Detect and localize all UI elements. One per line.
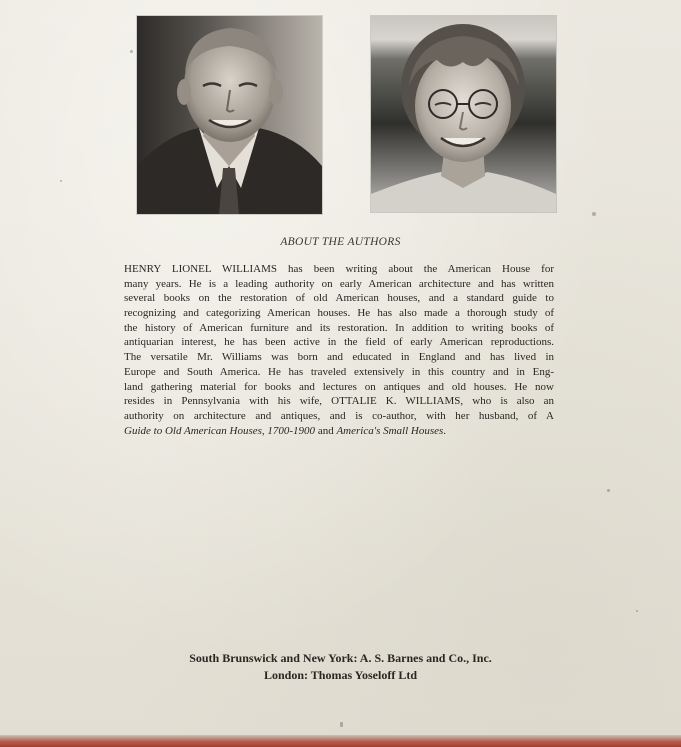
bio-line: HENRY LIONEL WILLIAMS has been writing about the American House for: [124, 263, 554, 275]
cover-bottom-edge: [0, 735, 681, 747]
book-title-guide: Guide to Old American Houses, 1700-1900: [124, 424, 316, 437]
bio-line-last: [124, 424, 554, 439]
portrait-woman-icon: [371, 16, 556, 212]
author-photo-henry: [137, 16, 322, 214]
bio-line: several books on the restoration of old American houses, and a standard guide to: [124, 292, 554, 305]
bio-end: .: [443, 424, 447, 437]
paper-speck: [60, 180, 62, 182]
bio-line: recognizing and categorizing American houses. He has also made a thorough study of: [124, 307, 554, 320]
about-authors-heading: ABOUT THE AUTHORS: [280, 236, 401, 248]
bio-line: The versatile Mr. Williams was born and educated in England and has lived in: [124, 351, 554, 364]
portrait-man-icon: [137, 16, 322, 214]
book-title-small-houses: America's Small Houses: [336, 424, 444, 437]
bio-line: authority on architecture and antiques, and is co-author, with her husband, of A: [124, 409, 554, 422]
bio-line: Europe and South America. He has traveled extensively in this country and in Eng-: [124, 365, 554, 378]
paper-speck: [592, 212, 596, 216]
bio-line: resides in Pennsylvania with his wife, OTTALIE K. WILLIAMS, who is also an: [124, 395, 554, 408]
paper-speck: [607, 489, 610, 492]
publisher-info: [0, 650, 681, 684]
author-biography: [124, 262, 554, 438]
publisher-line-2: London: Thomas Yoseloff Ltd: [263, 668, 418, 682]
bio-line: land gathering material for books and lectures on antiques and old houses. He now: [124, 380, 554, 393]
bio-line: antiquarian interest, he has been active in the field of early American reproductions.: [124, 336, 554, 349]
bio-line: the history of American furniture and its restoration. In addition to writing books of: [124, 321, 554, 334]
publisher-line-1: South Brunswick and New York: A. S. Barnes and Co., Inc.: [189, 651, 492, 665]
bio-line: many years. He is a leading authority on early American architecture and has written: [124, 277, 554, 290]
bio-joiner: and: [315, 424, 337, 437]
author-photo-ottalie: [371, 16, 556, 212]
paper-speck: [130, 50, 133, 53]
paper-speck: [340, 722, 343, 727]
paper-speck: [636, 610, 638, 612]
